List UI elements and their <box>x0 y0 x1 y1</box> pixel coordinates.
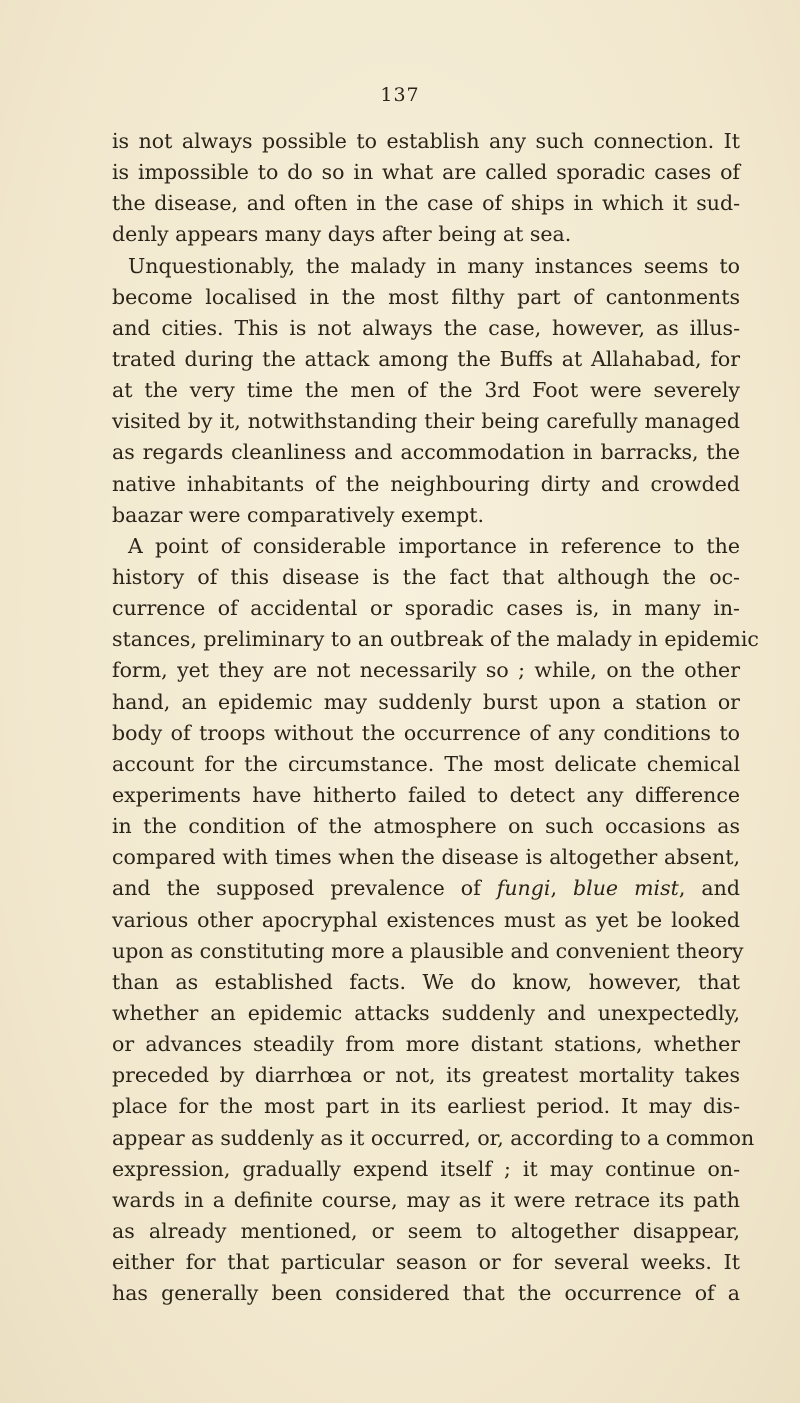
text-line: trated during the attack among the Buffs at Allahabad, for <box>112 346 740 371</box>
text-line: experiments have hitherto failed to detect any difference <box>112 782 740 807</box>
text-line: place for the most part in its earliest period. It may dis- <box>112 1094 740 1119</box>
text-line: denly appears many days after being at sea. <box>112 222 572 247</box>
text-line: as regards cleanliness and accommodation in barracks, the <box>112 440 740 465</box>
text-line: account for the circumstance. The most delicate chemical <box>112 751 740 776</box>
line-fragment: , <box>550 876 574 901</box>
text-line: is impossible to do so in what are called sporadic cases of <box>112 160 740 185</box>
italic-term-blue-mist: blue mist <box>573 876 679 901</box>
text-line: native inhabitants of the neighbouring dirty and crowded <box>112 471 740 496</box>
text-line: hand, an epidemic may suddenly burst upon a station or <box>112 689 740 714</box>
text-line: is not always possible to establish any such connection. It <box>112 129 740 153</box>
text-line-with-italics <box>112 873 740 904</box>
paragraph-start-line: A point of considerable importance in reference to the <box>128 533 740 558</box>
text-line: visited by it, notwithstanding their being carefully managed <box>112 409 740 434</box>
text-line: has generally been considered that the occurrence of a <box>112 1281 740 1306</box>
text-line: preceded by diarrhœa or not, its greatest mortality takes <box>112 1063 740 1088</box>
text-line: and cities. This is not always the case, however, as illus- <box>112 315 740 340</box>
text-line: or advances steadily from more distant stations, whether <box>112 1032 740 1057</box>
text-line: currence of accidental or sporadic cases is, in many in- <box>112 596 740 621</box>
text-line: the disease, and often in the case of ships in which it sud- <box>112 191 740 216</box>
body-text <box>112 126 759 1309</box>
text-line: than as established facts. We do know, however, that <box>112 969 740 994</box>
text-line: as already mentioned, or seem to altogether disappear, <box>112 1218 740 1243</box>
italic-term-fungi: fungi <box>496 876 551 901</box>
text-line: stances, preliminary to an outbreak of the malady in epidemic <box>112 627 759 652</box>
text-line: body of troops without the occurrence of any conditions to <box>112 720 740 745</box>
text-line: form, yet they are not necessarily so ; while, on the other <box>112 658 740 683</box>
text-line: at the very time the men of the 3rd Foot were severely <box>112 378 740 403</box>
text-line: in the condition of the atmosphere on such occasions as <box>112 814 740 839</box>
text-line: history of this disease is the fact that although the oc- <box>112 564 740 589</box>
text-line: whether an epidemic attacks suddenly and unexpectedly, <box>112 1000 740 1025</box>
text-line: compared with times when the disease is altogether absent, <box>112 845 740 870</box>
text-line: wards in a definite course, may as it were retrace its path <box>112 1187 740 1212</box>
text-line: expression, gradually expend itself ; it may continue on- <box>112 1156 740 1181</box>
text-line: appear as suddenly as it occurred, or, according to a common <box>112 1125 755 1150</box>
text-line: upon as constituting more a plausible and convenient theory <box>112 938 744 963</box>
text-line: either for that particular season or for several weeks. It <box>112 1250 740 1275</box>
line-fragment: , and <box>678 876 740 901</box>
line-fragment: and the supposed prevalence of <box>112 876 497 901</box>
text-line: various other apocryphal existences must as yet be looked <box>112 907 740 932</box>
text-line: baazar were comparatively exempt. <box>112 502 484 527</box>
page-number: 137 <box>380 84 420 106</box>
paragraph-start-line: Unquestionably, the malady in many instances seems to <box>128 253 740 278</box>
text-line: become localised in the most filthy part of cantonments <box>112 284 740 309</box>
